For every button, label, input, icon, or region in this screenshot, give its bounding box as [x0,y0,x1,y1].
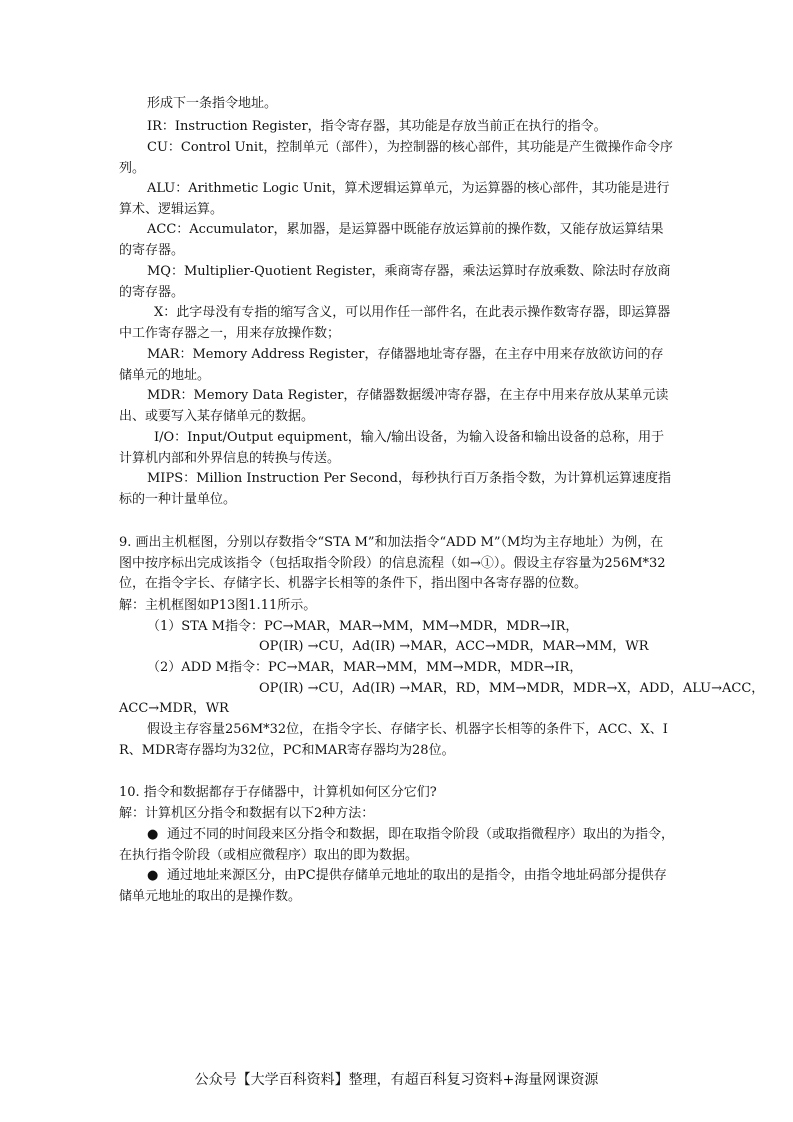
definition-acc: ACC：Accumulator，累加器，是运算器中既能存放运算前的操作数，又能存放运算结果的寄存器。 [119,222,664,258]
bullet-icon: ● [147,868,159,883]
definition-mips: MIPS：Million Instruction Per Second，每秒执行百万条指令数，为计算机运算速度指标的一种计量单位。 [119,471,671,507]
page-footer: 公众号【大学百科资料】整理，有超百科复习资料+海量网课资源 [194,1072,599,1088]
q9-conclusion: 假设主存容量256M*32位，在指令字长、存储字长、机器字长相等的条件下，ACC、X、IR、MDR寄存器均为32位，PC和MAR寄存器均为28位。 [119,722,668,758]
q9-add-step-line3: ACC→MDR，WR [119,701,229,716]
question-10: 10. 指令和数据都存于存储器中，计算机如何区分它们? [119,785,437,800]
q9-answer-intro: 解：主机框图如P13图1.11所示。 [119,598,317,613]
definition-mq: MQ：Multiplier-Quotient Register，乘商寄存器，乘法运算时存放乘数、除法时存放商的寄存器。 [119,264,671,300]
definition-mar: MAR：Memory Address Register，存储器地址寄存器，在主存中用来存放欲访问的存储单元的地址。 [119,347,664,383]
q10-answer-intro: 解：计算机区分指令和数据有以下2种方法： [119,806,375,821]
q10-bullet-text-1: 通过不同的时间段来区分指令和数据，即在取指令阶段（或取指微程序）取出的为指令，在执行指令阶段（或相应微程序）取出的即为数据。 [119,827,675,863]
q9-sta-step-line2: OP(IR) →CU，Ad(IR) →MAR，ACC→MDR，MAR→MM，WR [259,639,649,654]
bullet-icon: ● [147,827,159,842]
definition-ir: IR：Instruction Register，指令寄存器，其功能是存放当前正在执行的指令。 [147,119,607,134]
q9-sta-step-line1: （1）STA M指令：PC→MAR，MAR→MM，MM→MDR，MDR→IR， [147,619,579,634]
q9-add-step-line1: （2）ADD M指令：PC→MAR，MAR→MM，MM→MDR，MDR→IR， [147,660,583,675]
q9-add-step-line2: OP(IR) →CU，Ad(IR) →MAR，RD，MM→MDR，MDR→X，ADD，ALU→ACC， [259,681,765,696]
definition-mdr: MDR：Memory Data Register，存储器数据缓冲寄存器，在主存中用来存放从某单元读出、或要写入某存储单元的数据。 [119,388,669,424]
definition-alu: ALU：Arithmetic Logic Unit，算术逻辑运算单元，为运算器的核心部件，其功能是进行算术、逻辑运算。 [119,181,670,217]
q10-bullet-item-1 [119,825,675,866]
q10-bullet-item-2 [119,866,675,907]
definition-cu: CU：Control Unit，控制单元（部件），为控制器的核心部件，其功能是产生微操作命令序列。 [119,140,673,176]
question-9: 9. 画出主机框图，分别以存数指令“STA M”和加法指令“ADD M”（M均为主存地址）为例，在图中按序标出完成该指令（包括取指令阶段）的信息流程（如→①）。假设主存容量为256M*32位，在指令字长、存储字长、机器字长相等的条件下，指出图中各寄存器的位数。 [119,535,666,592]
definition-io: I/O：Input/Output equipment，输入/输出设备，为输入设备和输出设备的总称，用于计算机内部和外界信息的转换与传送。 [119,430,665,466]
definition-x: X：此字母没有专指的缩写含义，可以用作任一部件名，在此表示操作数寄存器，即运算器中工作寄存器之一，用来存放操作数； [119,305,671,341]
definition-continuation: 形成下一条指令地址。 [147,96,278,111]
q10-bullet-text-2: 通过地址来源区分，由PC提供存储单元地址的取出的是指令，由指令地址码部分提供存储单元地址的取出的是操作数。 [119,868,667,904]
